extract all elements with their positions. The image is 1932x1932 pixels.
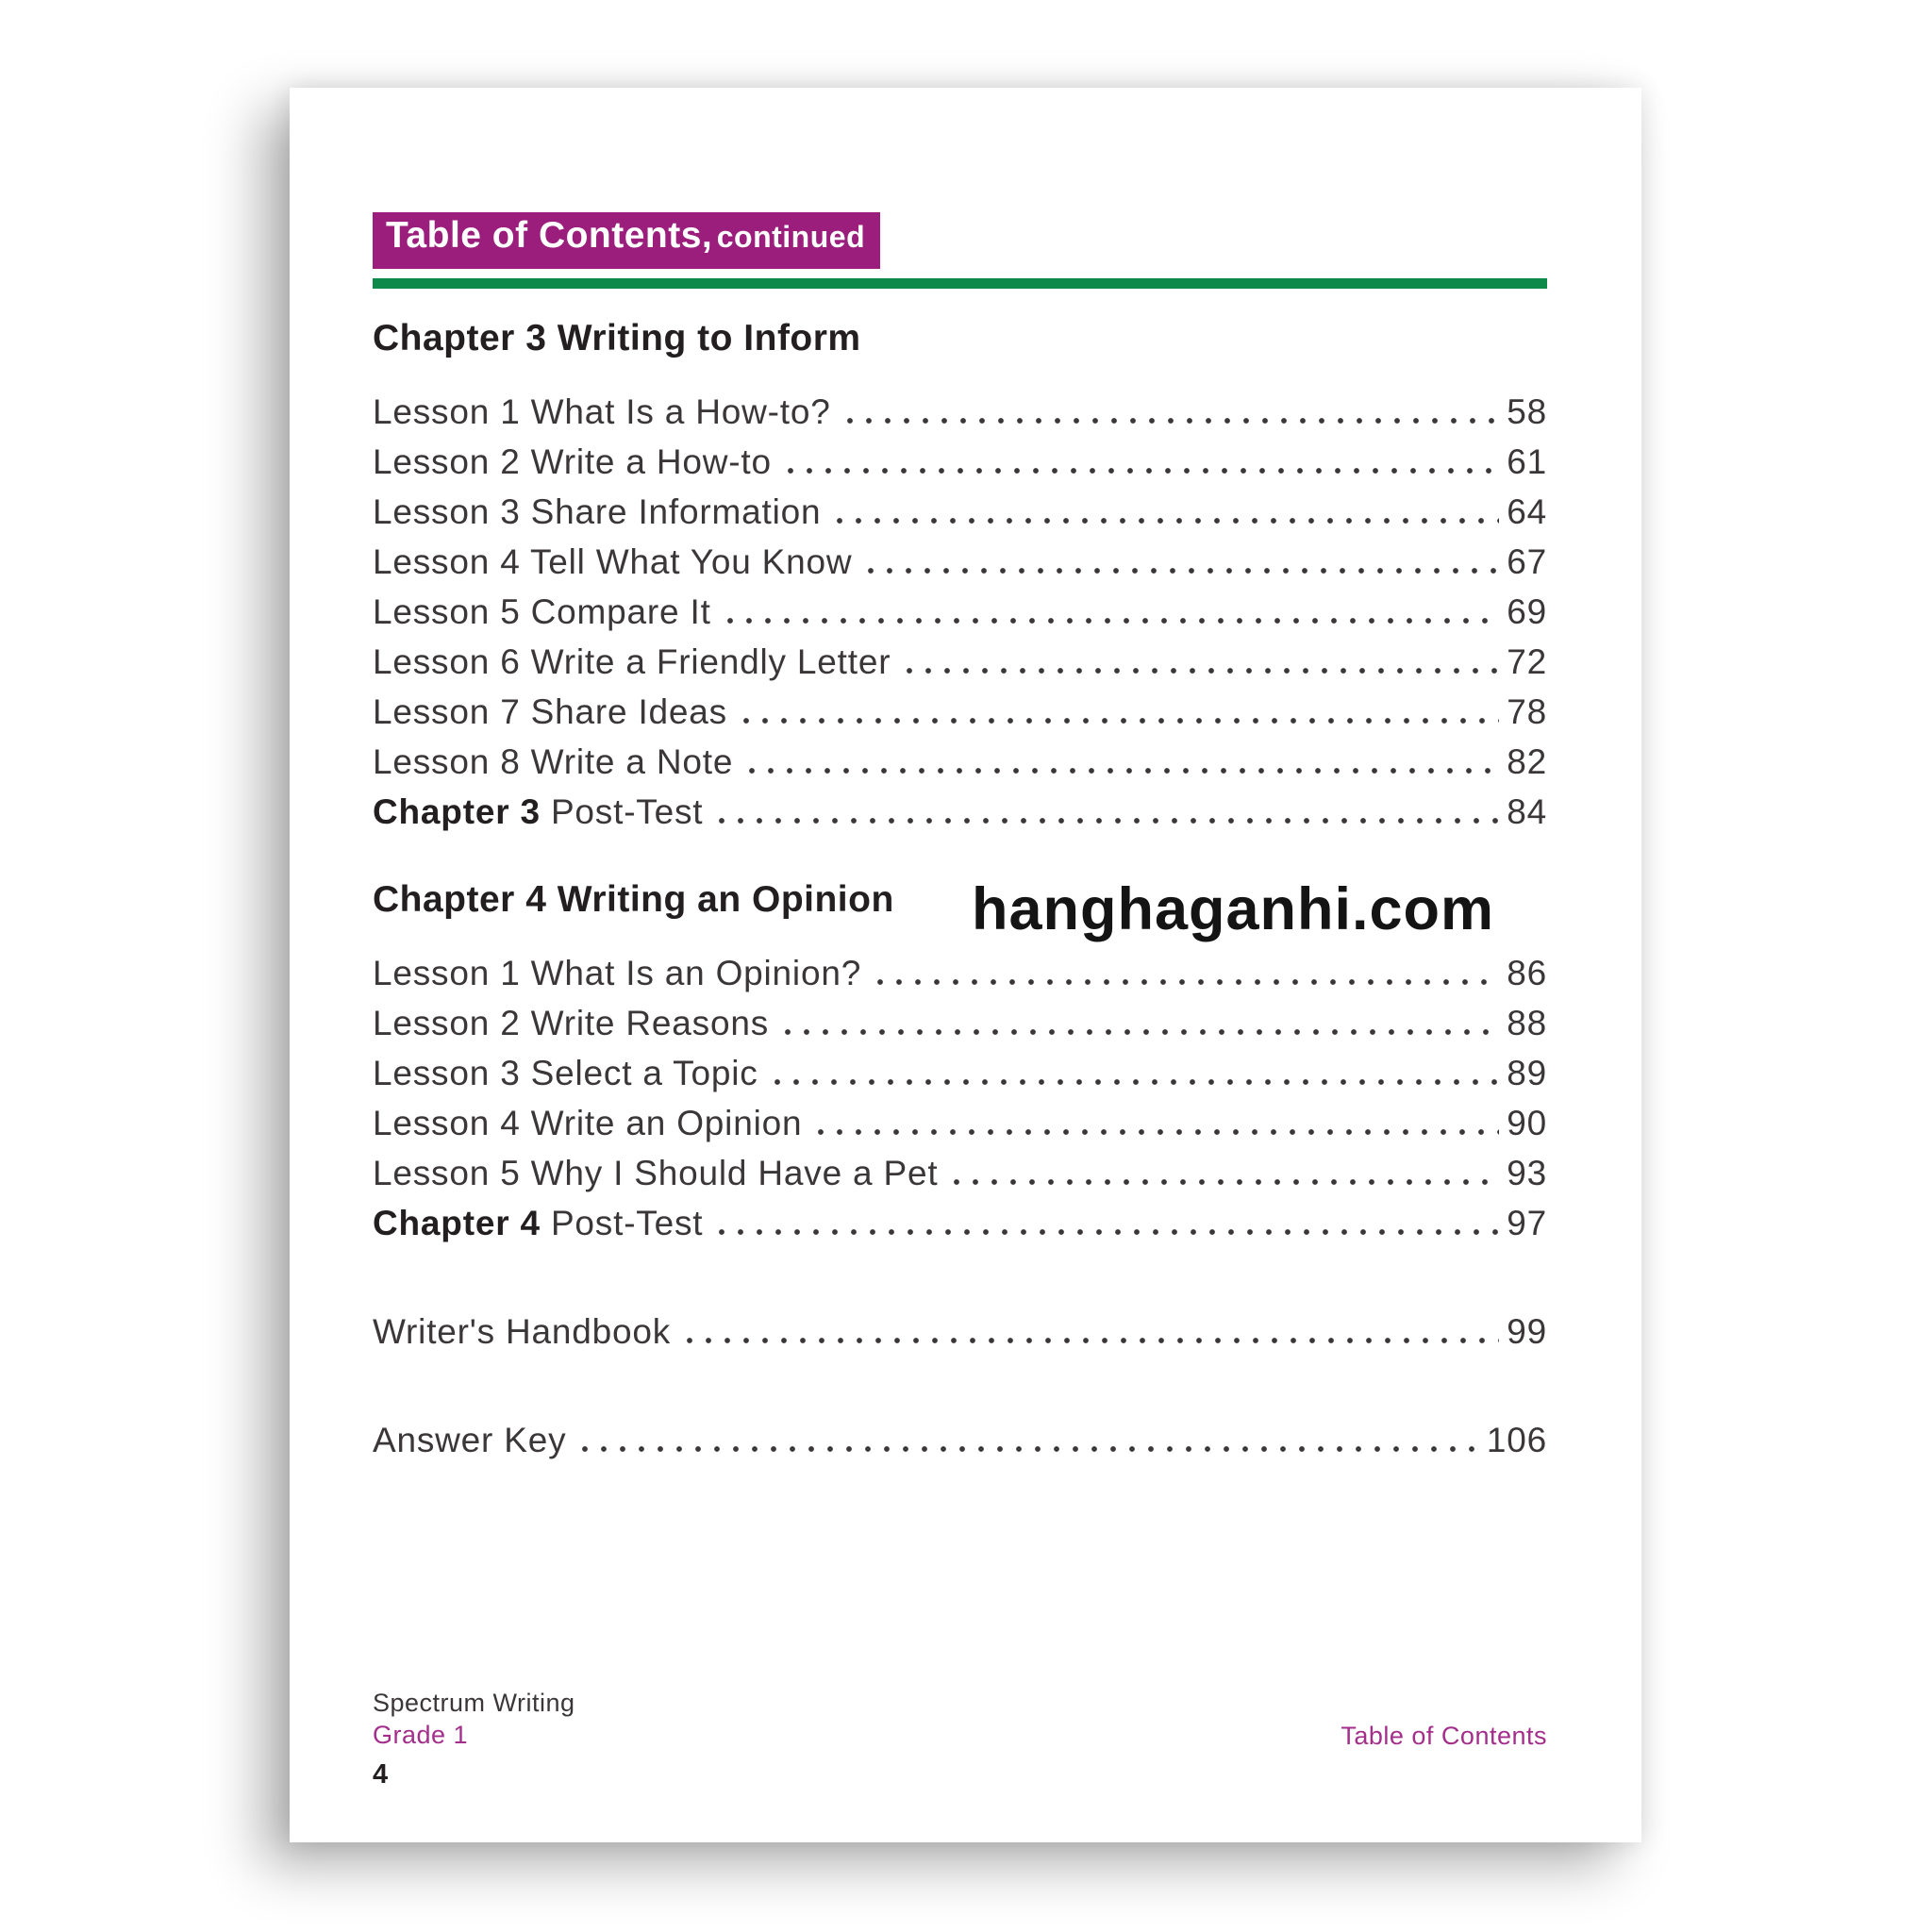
toc-entry [373, 687, 1547, 737]
dot-leader [712, 787, 1499, 837]
toc-rows [373, 1307, 1547, 1357]
toc-section [373, 1415, 1547, 1465]
toc-entry-label: Chapter 3 Post-Test [373, 792, 704, 831]
dot-leader [778, 998, 1499, 1048]
toc-entry-page: 61 [1507, 442, 1547, 481]
page-content [290, 88, 1641, 1842]
toc-entry [373, 1098, 1547, 1148]
footer-section-label: Table of Contents [1341, 1722, 1547, 1750]
toc-entry [373, 1048, 1547, 1098]
toc-entry-label: Writer's Handbook [373, 1312, 672, 1351]
toc-entry-page: 97 [1507, 1204, 1547, 1242]
toc-entry-page: 64 [1507, 492, 1547, 531]
toc-entry-bold-prefix: Chapter 4 [373, 1204, 541, 1242]
dot-leader [737, 687, 1499, 737]
toc-entry [373, 1415, 1547, 1465]
toc-entry [373, 737, 1547, 787]
toc-entry-page: 89 [1507, 1054, 1547, 1092]
toc-entry-page: 58 [1507, 392, 1547, 431]
toc-entry [373, 437, 1547, 487]
toc-entry-label: Lesson 1 What Is a How-to? [373, 392, 831, 431]
dot-leader [871, 948, 1499, 998]
watermark-text: hanghaganhi.com [972, 876, 1495, 942]
book-page [290, 88, 1641, 1842]
toc-entry-label: Lesson 4 Tell What You Know [373, 542, 853, 581]
toc-entry-label: Lesson 2 Write Reasons [373, 1004, 770, 1042]
toc-entry-label: Lesson 5 Compare It [373, 592, 711, 631]
toc-entry [373, 998, 1547, 1048]
toc-entry [373, 1307, 1547, 1357]
dot-leader [575, 1415, 1478, 1465]
footer-page-number: 4 [373, 1759, 389, 1790]
page-footer [373, 1687, 1547, 1790]
toc-entry-page: 86 [1507, 954, 1547, 992]
toc-entry-page: 93 [1507, 1154, 1547, 1192]
dot-leader [768, 1048, 1500, 1098]
toc-entry-label: Answer Key [373, 1421, 567, 1459]
toc-entry [373, 637, 1547, 687]
footer-series-title: Spectrum Writing [373, 1689, 575, 1717]
toc-entry-page: 67 [1507, 542, 1547, 581]
toc-entry-page: 90 [1507, 1104, 1547, 1142]
toc-entry-page: 82 [1507, 742, 1547, 781]
toc-entry [373, 1198, 1547, 1248]
toc-entry-page: 88 [1507, 1004, 1547, 1042]
chapter-heading: Chapter 3 Writing to Inform [373, 318, 861, 358]
chapter-heading: Chapter 4 Writing an Opinion [373, 879, 894, 920]
toc-entry [373, 948, 1547, 998]
toc-section [373, 1307, 1547, 1357]
toc-entry [373, 387, 1547, 437]
toc-entry-label: Lesson 4 Write an Opinion [373, 1104, 803, 1142]
toc-rows [373, 948, 1547, 1248]
dot-leader [742, 737, 1499, 787]
toc-entry-label: Chapter 4 Post-Test [373, 1204, 704, 1242]
toc-entry-label: Lesson 8 Write a Note [373, 742, 734, 781]
toc-entry-label: Lesson 3 Select a Topic [373, 1054, 758, 1092]
toc-rows [373, 1415, 1547, 1465]
toc-entry [373, 587, 1547, 637]
divider-rule [373, 278, 1547, 289]
toc-entry [373, 1148, 1547, 1198]
dot-leader [947, 1148, 1499, 1198]
toc-banner-title: Table of Contents, [386, 215, 713, 256]
dot-leader [900, 637, 1499, 687]
toc-section [373, 319, 1547, 837]
dot-leader [781, 437, 1499, 487]
toc-banner-continued: continued [716, 220, 866, 254]
toc-entry-page: 84 [1507, 792, 1547, 831]
toc-entry-label: Lesson 2 Write a How-to [373, 442, 772, 481]
toc-entry-page: 78 [1507, 692, 1547, 731]
dot-leader [680, 1307, 1499, 1357]
toc-entry-label: Lesson 6 Write a Friendly Letter [373, 642, 891, 681]
toc-entry-page: 106 [1486, 1421, 1547, 1459]
toc-entry [373, 787, 1547, 837]
footer-left [373, 1687, 575, 1790]
footer-grade-label: Grade 1 [373, 1721, 469, 1749]
toc-entry-label: Lesson 7 Share Ideas [373, 692, 727, 731]
dot-leader [721, 587, 1500, 637]
toc-entry-page: 99 [1507, 1312, 1547, 1351]
toc-entry-label: Lesson 5 Why I Should Have a Pet [373, 1154, 939, 1192]
toc-entry-page: 72 [1507, 642, 1547, 681]
dot-leader [811, 1098, 1499, 1148]
dot-leader [830, 487, 1499, 537]
dot-leader [712, 1198, 1499, 1248]
toc-entry [373, 487, 1547, 537]
toc-entry-label: Lesson 3 Share Information [373, 492, 822, 531]
dot-leader [841, 387, 1500, 437]
toc-entry [373, 537, 1547, 587]
toc-entry-page: 69 [1507, 592, 1547, 631]
dot-leader [861, 537, 1499, 587]
toc-entry-bold-prefix: Chapter 3 [373, 792, 541, 831]
toc-rows [373, 387, 1547, 837]
toc-banner [373, 212, 880, 269]
toc-entry-label: Lesson 1 What Is an Opinion? [373, 954, 862, 992]
